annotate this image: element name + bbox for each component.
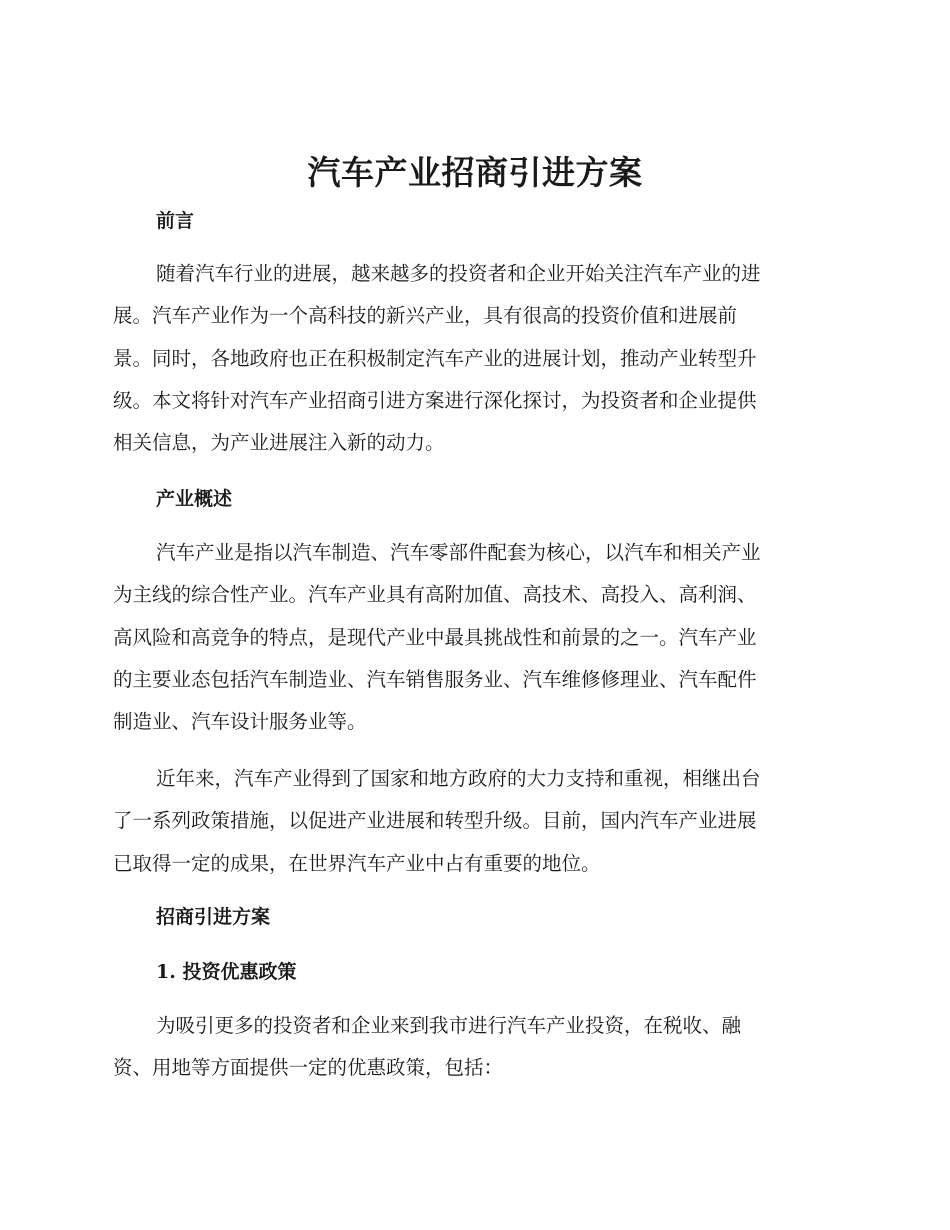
overview-line: 的主要业态包括汽车制造业、汽车销售服务业、汽车维修修理业、汽车配件	[113, 667, 757, 691]
overview-line: 近年来，汽车产业得到了国家和地方政府的大力支持和重视，相继出台	[156, 767, 761, 790]
preface-line: 相关信息，为产业进展注入新的动力。	[113, 431, 445, 455]
overview-line: 为主线的综合性产业。汽车产业具有高附加值、高技术、高投入、高利润、	[113, 583, 757, 607]
overview-heading: 产业概述	[156, 488, 233, 510]
preface-line: 级。本文将针对汽车产业招商引进方案进行深化探讨，为投资者和企业提供	[113, 388, 757, 412]
preface-paragraph	[113, 253, 831, 464]
overview-paragraph-1	[113, 532, 831, 743]
preface-line: 展。汽车产业作为一个高科技的新兴产业，具有很高的投资价值和进展前	[113, 304, 738, 328]
preface-line: 随着汽车行业的进展，越来越多的投资者和企业开始关注汽车产业的进	[156, 262, 761, 285]
document-title: 汽车产业招商引进方案	[307, 153, 643, 192]
preface-heading: 前言	[156, 210, 195, 232]
policy-line: 为吸引更多的投资者和企业来到我市进行汽车产业投资，在税收、融	[156, 1014, 742, 1037]
overview-line: 了一系列政策措施，以促进产业进展和转型升级。目前，国内汽车产业进展	[113, 809, 757, 833]
preface-line: 景。同时，各地政府也正在积极制定汽车产业的进展计划，推动产业转型升	[113, 346, 757, 370]
overview-line: 汽车产业是指以汽车制造、汽车零部件配套为核心，以汽车和相关产业	[156, 541, 761, 564]
plan-heading: 招商引进方案	[156, 906, 271, 928]
overview-paragraph-2	[113, 758, 831, 885]
policy-heading: 1. 投资优惠政策	[156, 961, 297, 983]
overview-line: 制造业、汽车设计服务业等。	[113, 710, 367, 734]
policy-line: 资、用地等方面提供一定的优惠政策，包括：	[113, 1056, 504, 1080]
policy-paragraph	[113, 1005, 831, 1090]
overview-line: 高风险和高竞争的特点，是现代产业中最具挑战性和前景的之一。汽车产业	[113, 625, 757, 649]
overview-line: 已取得一定的成果，在世界汽车产业中占有重要的地位。	[113, 851, 601, 875]
